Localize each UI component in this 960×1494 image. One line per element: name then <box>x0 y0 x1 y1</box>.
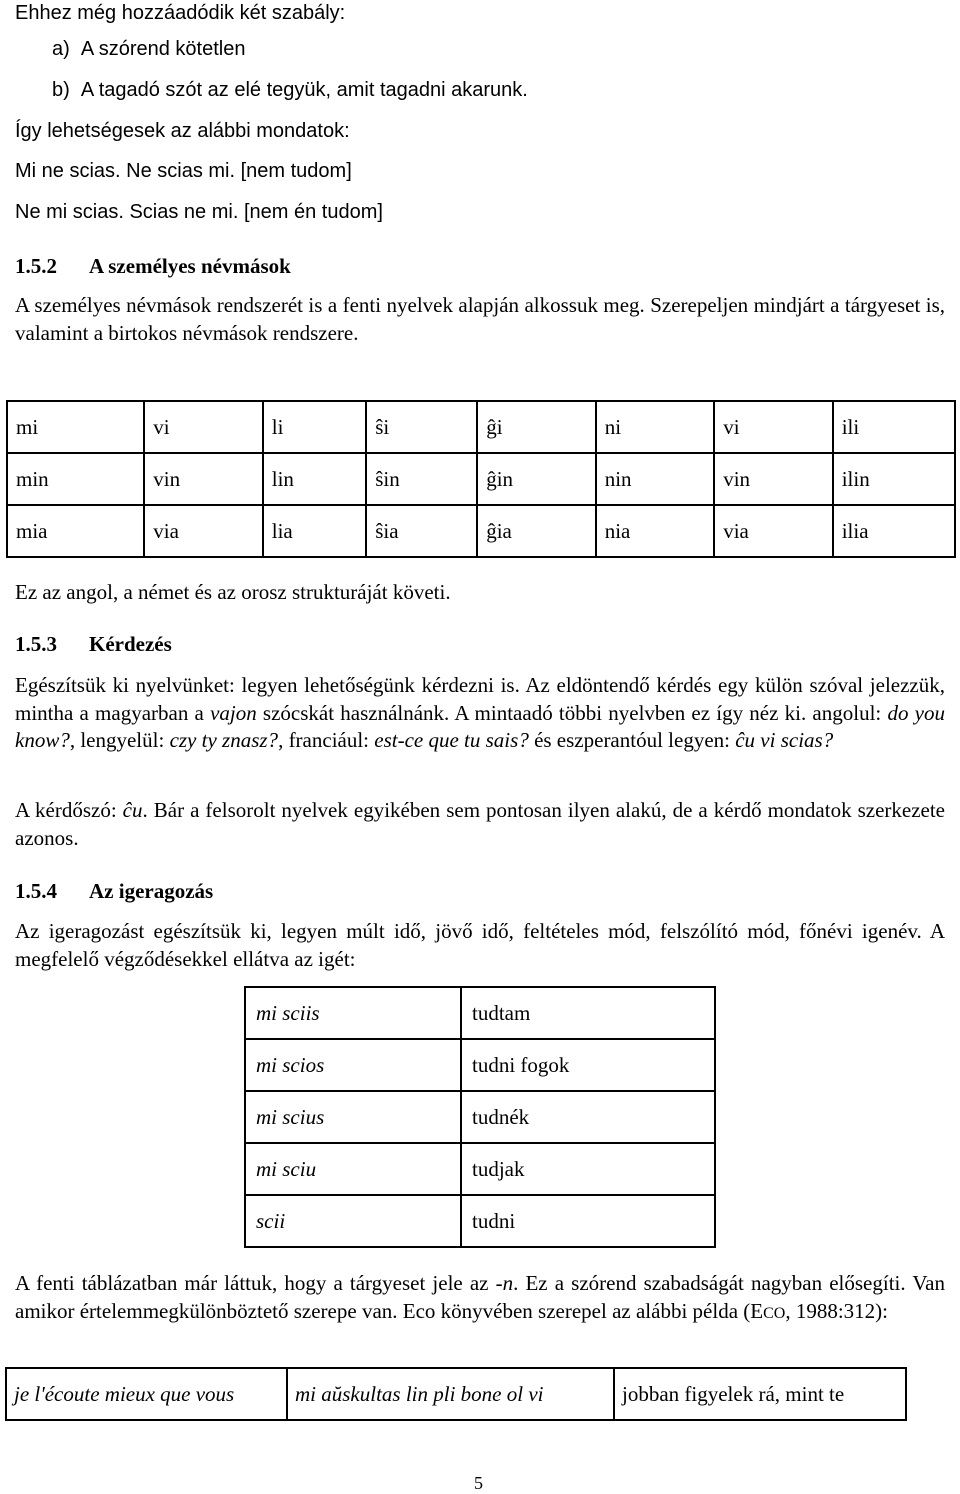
table-cell: nia <box>596 505 715 557</box>
table-cell: via <box>144 505 263 557</box>
table-cell: ilia <box>833 505 955 557</box>
table-cell: nin <box>596 453 715 505</box>
table-cell: min <box>7 453 144 505</box>
table-row <box>245 1039 715 1091</box>
table-cell: tudni fogok <box>461 1039 715 1091</box>
example-sentence-1: Mi ne scias. Ne scias mi. [nem tudom] <box>15 160 352 182</box>
table-cell <box>245 987 461 1039</box>
italic-term: -n <box>495 1271 514 1295</box>
text-run: , franciául: <box>278 728 375 752</box>
pronoun-table <box>6 400 956 558</box>
table-cell: lia <box>263 505 366 557</box>
table-cell: via <box>714 505 833 557</box>
verb-form: scii <box>256 1208 286 1233</box>
table-cell <box>245 1091 461 1143</box>
table-cell: ĝia <box>477 505 596 557</box>
section-heading-153 <box>15 632 172 657</box>
section-number: 1.5.2 <box>15 254 57 278</box>
intro-line-2: Így lehetségesek az alábbi mondatok: <box>15 120 350 142</box>
section-153-paragraph-1 <box>15 672 945 755</box>
table-cell: tudtam <box>461 987 715 1039</box>
table-row <box>7 453 955 505</box>
table-cell: ŝin <box>366 453 477 505</box>
table-cell: tudni <box>461 1195 715 1247</box>
table-note: Ez az angol, a német és az orosz strukturáját követi. <box>15 580 451 604</box>
section-title: Az igeragozás <box>89 879 214 903</box>
text-run: , lengyelül: <box>69 728 170 752</box>
table-cell: ĝin <box>477 453 596 505</box>
verb-form: mi scius <box>256 1104 325 1129</box>
text-run: A fenti táblázatban már láttuk, hogy a tárgyeset jele az <box>15 1271 496 1295</box>
verb-form: mi scios <box>256 1052 325 1077</box>
text-run: A kérdőszó: <box>15 798 123 822</box>
closing-paragraph <box>15 1270 945 1327</box>
table-cell: ĝi <box>477 401 596 453</box>
italic-example: est-ce que tu sais? <box>374 728 529 752</box>
table-row <box>6 1368 906 1420</box>
table-cell <box>245 1195 461 1247</box>
table-cell: vi <box>714 401 833 453</box>
italic-term: ĉu <box>122 798 143 822</box>
small-caps-text: CO <box>763 1304 786 1322</box>
table-cell: ilin <box>833 453 955 505</box>
section-title: Kérdezés <box>89 632 172 656</box>
text-run: szócskát használnánk. A mintaadó többi nyelvben ez így néz ki. angolul: <box>256 700 888 725</box>
text-run: . Ez a szórend szabadságát nagyban elősegíti. Van amikor értelemmegkülönböztető szerepe van. Eco könyvében szerepel az alábbi példa (E <box>15 1271 946 1323</box>
section-number: 1.5.4 <box>15 879 57 903</box>
italic-example: czy ty znasz? <box>169 728 279 752</box>
table-cell: je l'écoute mieux que vous <box>6 1368 287 1420</box>
table-cell: mi <box>7 401 144 453</box>
table-cell: vin <box>714 453 833 505</box>
table-cell: jobban figyelek rá, mint te <box>614 1368 906 1420</box>
table-cell: ŝia <box>366 505 477 557</box>
table-cell <box>245 1143 461 1195</box>
table-cell: ŝi <box>366 401 477 453</box>
example-table <box>5 1367 907 1421</box>
table-cell: ili <box>833 401 955 453</box>
rule-a: a) A szórend kötetlen <box>52 38 246 60</box>
rule-b: b) A tagadó szót az elé tegyük, amit tagadni akarunk. <box>52 79 528 101</box>
italic-term: vajon <box>210 700 257 725</box>
italic-example: ĉu vi scias? <box>735 728 834 752</box>
verb-form: mi sciis <box>256 1000 320 1025</box>
text-run: . Bár a felsorolt nyelvek egyikében sem pontosan ilyen alakú, de a kérdő mondatok szerkezete azonos. <box>15 798 945 850</box>
table-cell: vi <box>144 401 263 453</box>
section-heading-154 <box>15 879 213 904</box>
verb-form: mi sciu <box>256 1156 317 1181</box>
section-title: A személyes névmások <box>89 254 291 278</box>
table-cell: mia <box>7 505 144 557</box>
section-heading-152 <box>15 254 291 279</box>
text-run: , 1988:312): <box>785 1298 888 1323</box>
verb-table <box>244 986 716 1248</box>
table-cell: li <box>263 401 366 453</box>
table-row <box>245 987 715 1039</box>
example-sentence-2: Ne mi scias. Scias ne mi. [nem én tudom] <box>15 201 383 223</box>
table-row <box>245 1195 715 1247</box>
section-152-paragraph: A személyes névmások rendszerét is a fenti nyelvek alapján alkossuk meg. Szerepeljen mindjárt a tárgyeset is, valamint a birtokos névmások rendszere. <box>15 293 945 345</box>
table-cell: lin <box>263 453 366 505</box>
table-cell: mi aŭskultas lin pli bone ol vi <box>287 1368 614 1420</box>
text-run: Egészítsük ki nyelvünket: legyen lehetőségünk kérdezni is. Az eldöntendő kérdés egy külön szóval jelezzük, mintha a magyarban a <box>15 673 945 725</box>
table-cell: ni <box>596 401 715 453</box>
table-row <box>245 1091 715 1143</box>
section-number: 1.5.3 <box>15 632 57 656</box>
page-number: 5 <box>474 1473 483 1493</box>
table-row <box>7 505 955 557</box>
table-row <box>7 401 955 453</box>
table-row <box>245 1143 715 1195</box>
text-run: és eszperantóul legyen: <box>528 728 736 752</box>
table-cell: tudnék <box>461 1091 715 1143</box>
section-153-paragraph-2 <box>15 797 945 852</box>
table-cell <box>245 1039 461 1091</box>
italic-example: do you know? <box>15 700 945 752</box>
table-cell: tudjak <box>461 1143 715 1195</box>
section-154-paragraph: Az igeragozást egészítsük ki, legyen múlt idő, jövő idő, feltételes mód, felszólító mód, főnévi igenév. A megfelelő végződésekkel ellátva az igét: <box>15 919 945 971</box>
intro-line: Ehhez még hozzáadódik két szabály: <box>15 2 346 24</box>
table-cell: vin <box>144 453 263 505</box>
